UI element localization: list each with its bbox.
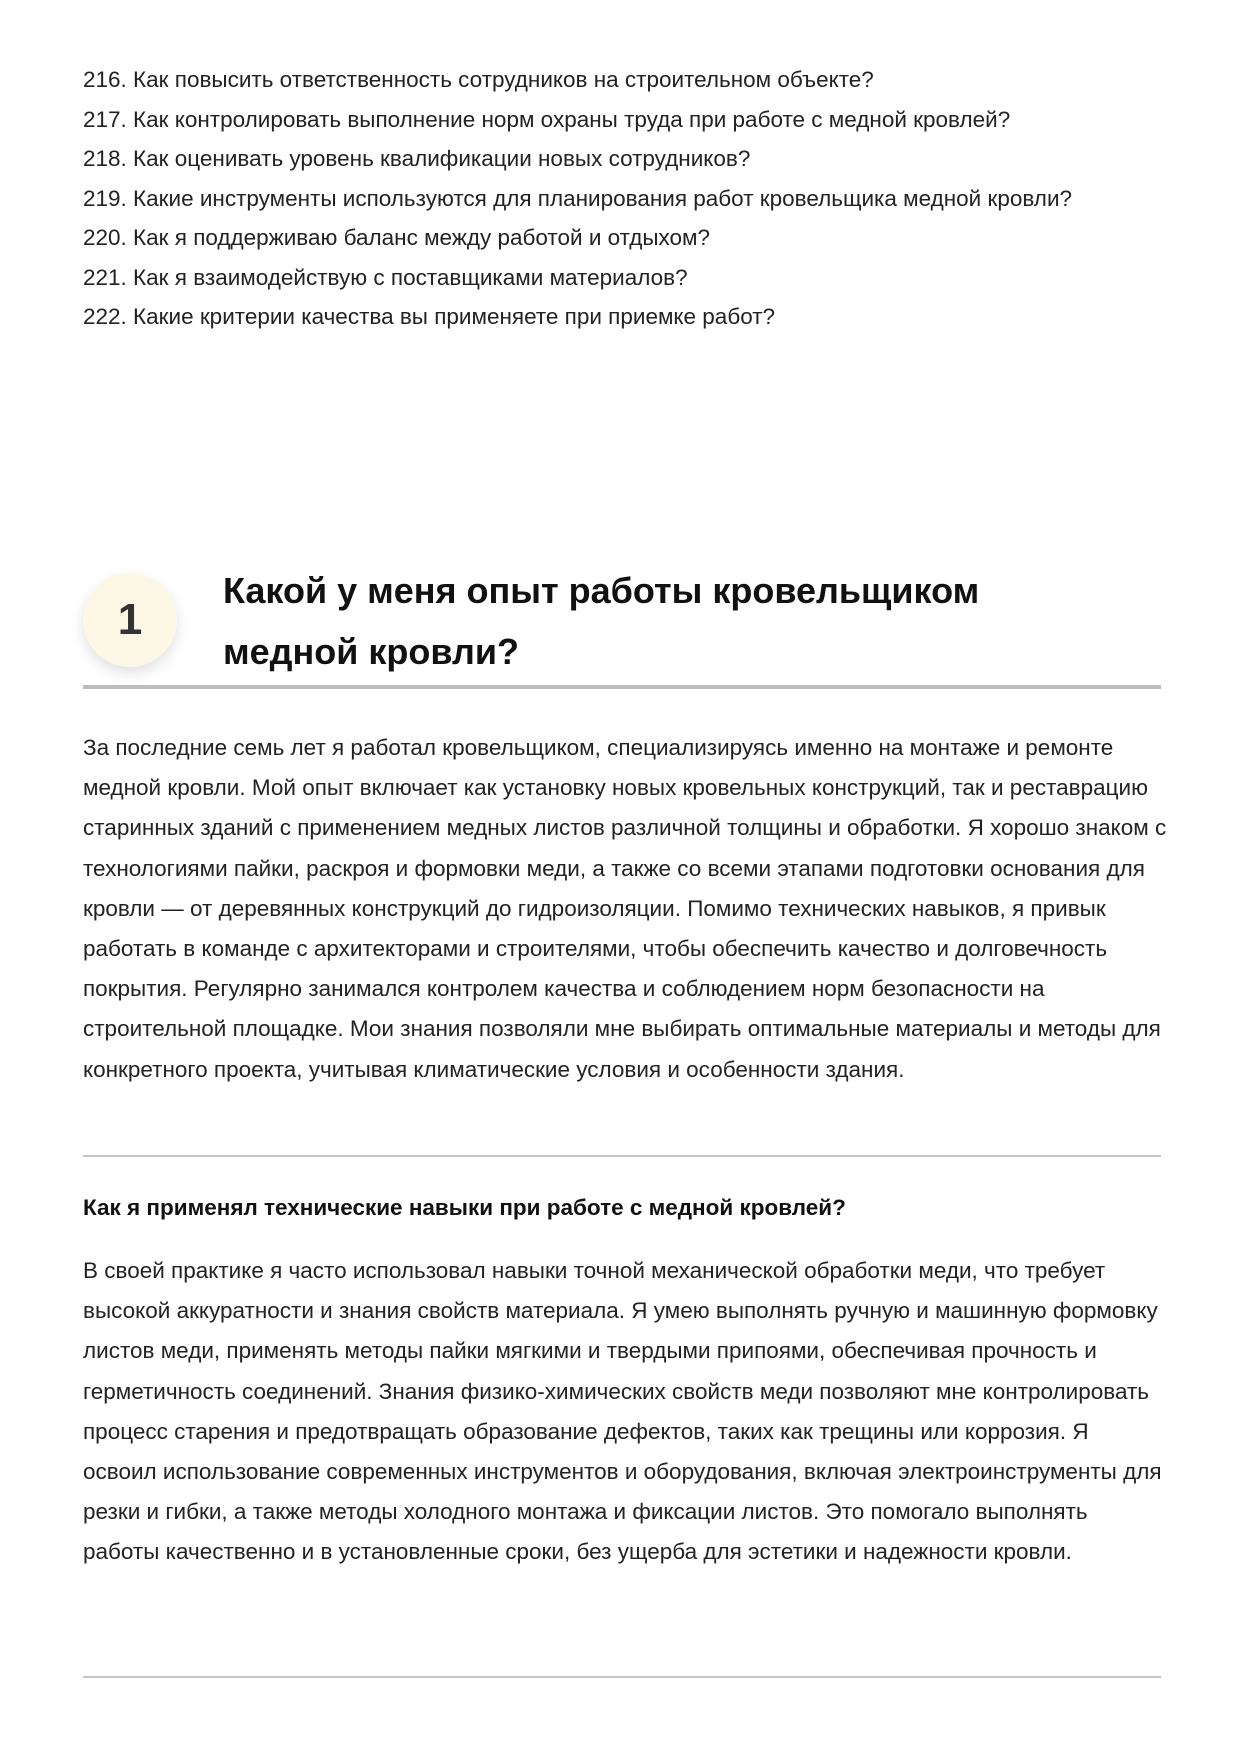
question-item: 220. Как я поддерживаю баланс между работой и отдыхом? — [83, 225, 711, 250]
question-list — [83, 60, 1163, 337]
question-item: 221. Как я взаимодействую с поставщиками материалов? — [83, 264, 688, 290]
subheading: Как я применял технические навыки при работе с медной кровлей? — [83, 1195, 846, 1220]
section-number-badge: 1 — [83, 573, 177, 667]
question-item: 222. Какие критерии качества вы применяете при приемке работ? — [83, 304, 776, 329]
question-item: 219. Какие инструменты используются для планирования работ кровельщика медной кровли? — [83, 185, 1073, 211]
divider — [83, 1676, 1161, 1678]
question-item: 216. Как повысить ответственность сотрудников на строительном объекте? — [83, 67, 874, 92]
question-item: 218. Как оценивать уровень квалификации новых сотрудников? — [83, 146, 751, 171]
section-title: Какой у меня опыт работы кровельщиком медной кровли? — [223, 570, 980, 672]
divider — [83, 1155, 1161, 1157]
sub-paragraph: В своей практике я часто использовал навыки точной механической обработки меди, что требует высокой аккуратности и знания свойств материала. Я умею выполнять ручную и машинную формовку листов меди, применять методы пайки мягкими и твердыми припоями, обеспечивая прочность и герметичность соединений. Знания физико-химических свойств меди позволяют мне контролировать процесс старения и предотвращать образование дефектов, таких как трещины или коррозия. Я освоил использование современных инструментов и оборудования, включая электроинструменты для резки и гибки, а также методы холодного монтажа и фиксации листов. Это помогало выполнять работы качественно и в установленные сроки, без ущерба для эстетики и надежности кровли. — [83, 1258, 1162, 1565]
answer-paragraph: За последние семь лет я работал кровельщиком, специализируясь именно на монтаже и ремонте медной кровли. Мой опыт включает как установку новых кровельных конструкций, так и реставрацию старинных зданий с применением медных листов различной толщины и обработки. Я хорошо знаком с технологиями пайки, раскроя и формовки меди, а также со всеми этапами подготовки основания для кровли — от деревянных конструкций до гидроизоляции. Помимо технических навыков, я привык работать в команде с архитекторами и строителями, чтобы обеспечить качество и долговечность покрытия. Регулярно занимался контролем качества и соблюдением норм безопасности на строительной площадке. Мои знания позволяли мне выбирать оптимальные материалы и методы для конкретного проекта, учитывая климатические условия и особенности здания. — [83, 735, 1167, 1082]
question-item: 217. Как контролировать выполнение норм охраны труда при работе с медной кровлей? — [83, 106, 1011, 132]
section-header — [83, 555, 1161, 689]
